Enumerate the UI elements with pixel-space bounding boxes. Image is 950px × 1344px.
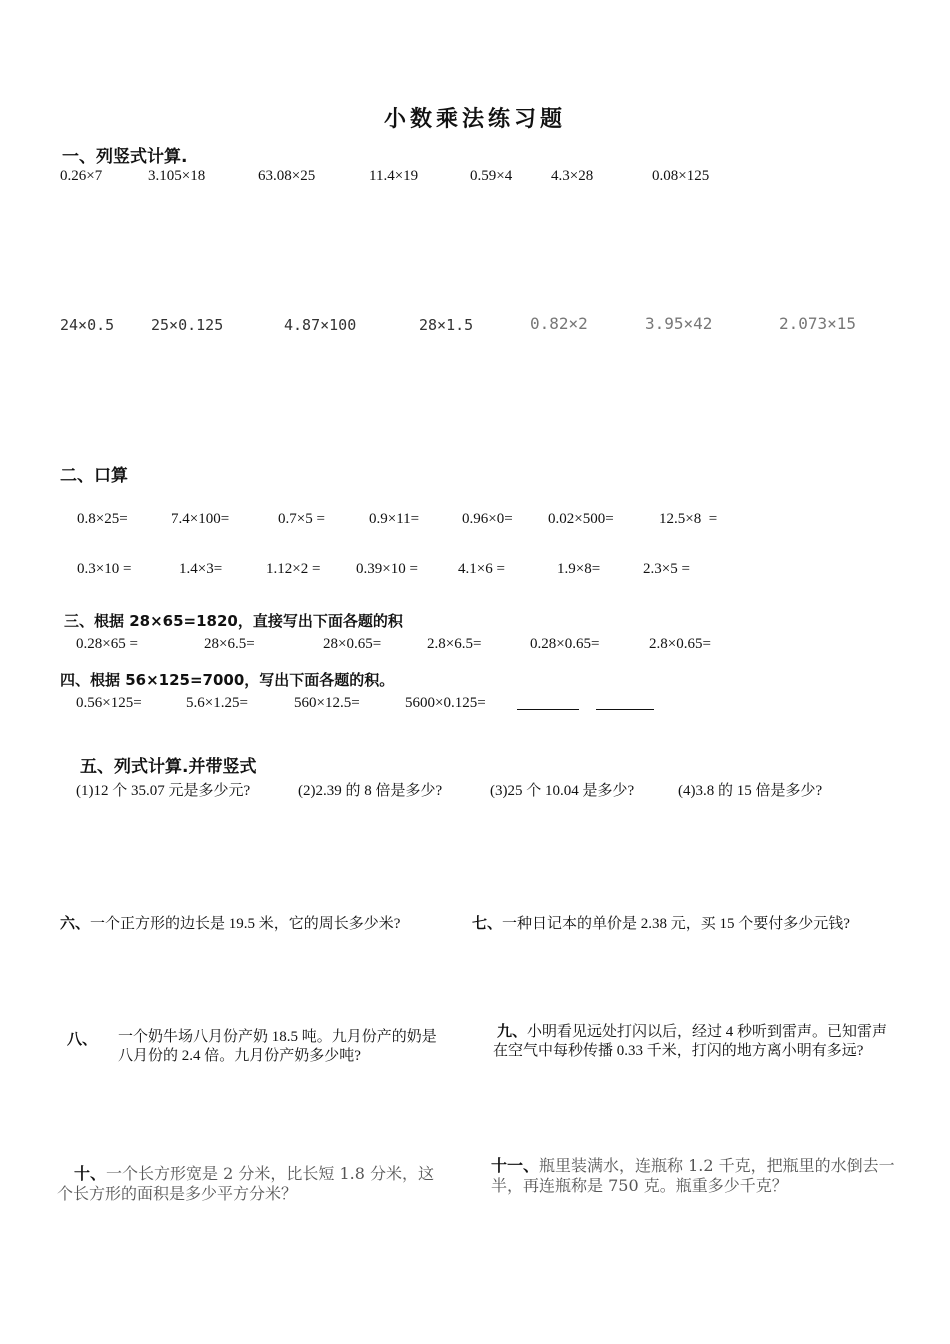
expression: 560×12.5= bbox=[294, 695, 360, 711]
expression: 12.5×8 = bbox=[659, 511, 718, 527]
expression: 0.56×125= bbox=[76, 695, 142, 711]
expression: 1.4×3= bbox=[179, 561, 223, 577]
section1-heading: 一、列竖式计算. bbox=[62, 147, 188, 167]
answer-blank[interactable] bbox=[517, 695, 579, 710]
expression: 7.4×100= bbox=[171, 511, 230, 527]
expression: 3.95×42 bbox=[645, 314, 713, 333]
word-problem: (4)3.8 的 15 倍是多少? bbox=[678, 783, 823, 799]
expression: 2.8×6.5= bbox=[427, 636, 482, 652]
question-6 bbox=[60, 912, 400, 933]
expression: 4.87×100 bbox=[284, 316, 357, 334]
expression: 0.39×10 = bbox=[356, 561, 418, 577]
expression: 1.12×2 = bbox=[266, 561, 321, 577]
section4-heading: 四、根据 56×125=7000，写出下面各题的积。 bbox=[60, 671, 395, 689]
word-problem: (3)25 个 10.04 是多少? bbox=[490, 783, 635, 799]
expression: 11.4×19 bbox=[369, 168, 419, 184]
expression: 5600×0.125= bbox=[405, 695, 486, 711]
expression: 2.8×0.65= bbox=[649, 636, 711, 652]
expression: 0.02×500= bbox=[548, 511, 614, 527]
word-problem: (2)2.39 的 8 倍是多少? bbox=[298, 783, 443, 799]
expression: 2.3×5 = bbox=[643, 561, 690, 577]
expression: 4.3×28 bbox=[551, 168, 594, 184]
word-problem: (1)12 个 35.07 元是多少元? bbox=[76, 783, 251, 799]
expression: 24×0.5 bbox=[60, 316, 115, 334]
question-text: 瓶里装满水，连瓶称 1.2 千克，把瓶里的水倒去一半，再连瓶称是 750 克。瓶重多少千克？ bbox=[491, 1156, 895, 1195]
expression: 0.9×11= bbox=[369, 511, 420, 527]
answer-blank[interactable] bbox=[596, 695, 654, 710]
question-10 bbox=[57, 1164, 435, 1204]
page-title: 小数乘法练习题 bbox=[383, 106, 566, 131]
section5-heading: 五、列式计算.并带竖式 bbox=[80, 757, 257, 777]
expression: 0.59×4 bbox=[470, 168, 513, 184]
expression: 0.28×65 = bbox=[76, 636, 138, 652]
question-label: 六、 bbox=[60, 914, 91, 932]
expression: 63.08×25 bbox=[258, 168, 316, 184]
question-text: 一种日记本的单价是 2.38 元，买 15 个要付多少元钱? bbox=[502, 916, 850, 932]
question-label: 八、 bbox=[67, 1030, 98, 1048]
expression: 0.26×7 bbox=[60, 168, 103, 184]
question-text: 一个奶牛场八月份产奶 18.5 吨。九月份产的奶是八月份的 2.4 倍。九月份产奶多少吨? bbox=[118, 1029, 437, 1064]
question-label: 九、 bbox=[497, 1022, 528, 1040]
question-11 bbox=[491, 1156, 911, 1196]
expression: 5.6×1.25= bbox=[186, 695, 248, 711]
expression: 28×0.65= bbox=[323, 636, 382, 652]
expression: 0.3×10 = bbox=[77, 561, 132, 577]
expression: 0.28×0.65= bbox=[530, 636, 600, 652]
question-label: 七、 bbox=[472, 914, 503, 932]
section3-heading: 三、根据 28×65=1820，直接写出下面各题的积 bbox=[64, 612, 403, 630]
question-label: 十、 bbox=[74, 1164, 107, 1183]
expression: 2.073×15 bbox=[779, 314, 857, 333]
expression: 0.7×5 = bbox=[278, 511, 325, 527]
expression: 28×1.5 bbox=[419, 316, 474, 334]
expression: 0.82×2 bbox=[530, 314, 588, 333]
expression: 3.105×18 bbox=[148, 168, 206, 184]
section2-heading: 二、口算 bbox=[60, 466, 128, 486]
question-text: 小明看见远处打闪以后，经过 4 秒听到雷声。已知雷声在空气中每秒传播 0.33 千米，打闪的地方离小明有多远? bbox=[493, 1024, 888, 1059]
question-9 bbox=[493, 1022, 893, 1061]
expression: 0.96×0= bbox=[462, 511, 513, 527]
expression: 25×0.125 bbox=[151, 316, 224, 334]
expression: 0.08×125 bbox=[652, 168, 710, 184]
expression: 28×6.5= bbox=[204, 636, 255, 652]
question-7 bbox=[472, 912, 850, 933]
expression: 4.1×6 = bbox=[458, 561, 505, 577]
question-label: 十一、 bbox=[491, 1156, 540, 1175]
question-text: 一个正方形的边长是 19.5 米，它的周长多少米? bbox=[90, 916, 401, 932]
expression: 0.8×25= bbox=[77, 511, 128, 527]
expression: 1.9×8= bbox=[557, 561, 601, 577]
question-text: 一个长方形宽是 2 分米，比长短 1.8 分米，这个长方形的面积是多少平方分米？ bbox=[57, 1164, 434, 1203]
